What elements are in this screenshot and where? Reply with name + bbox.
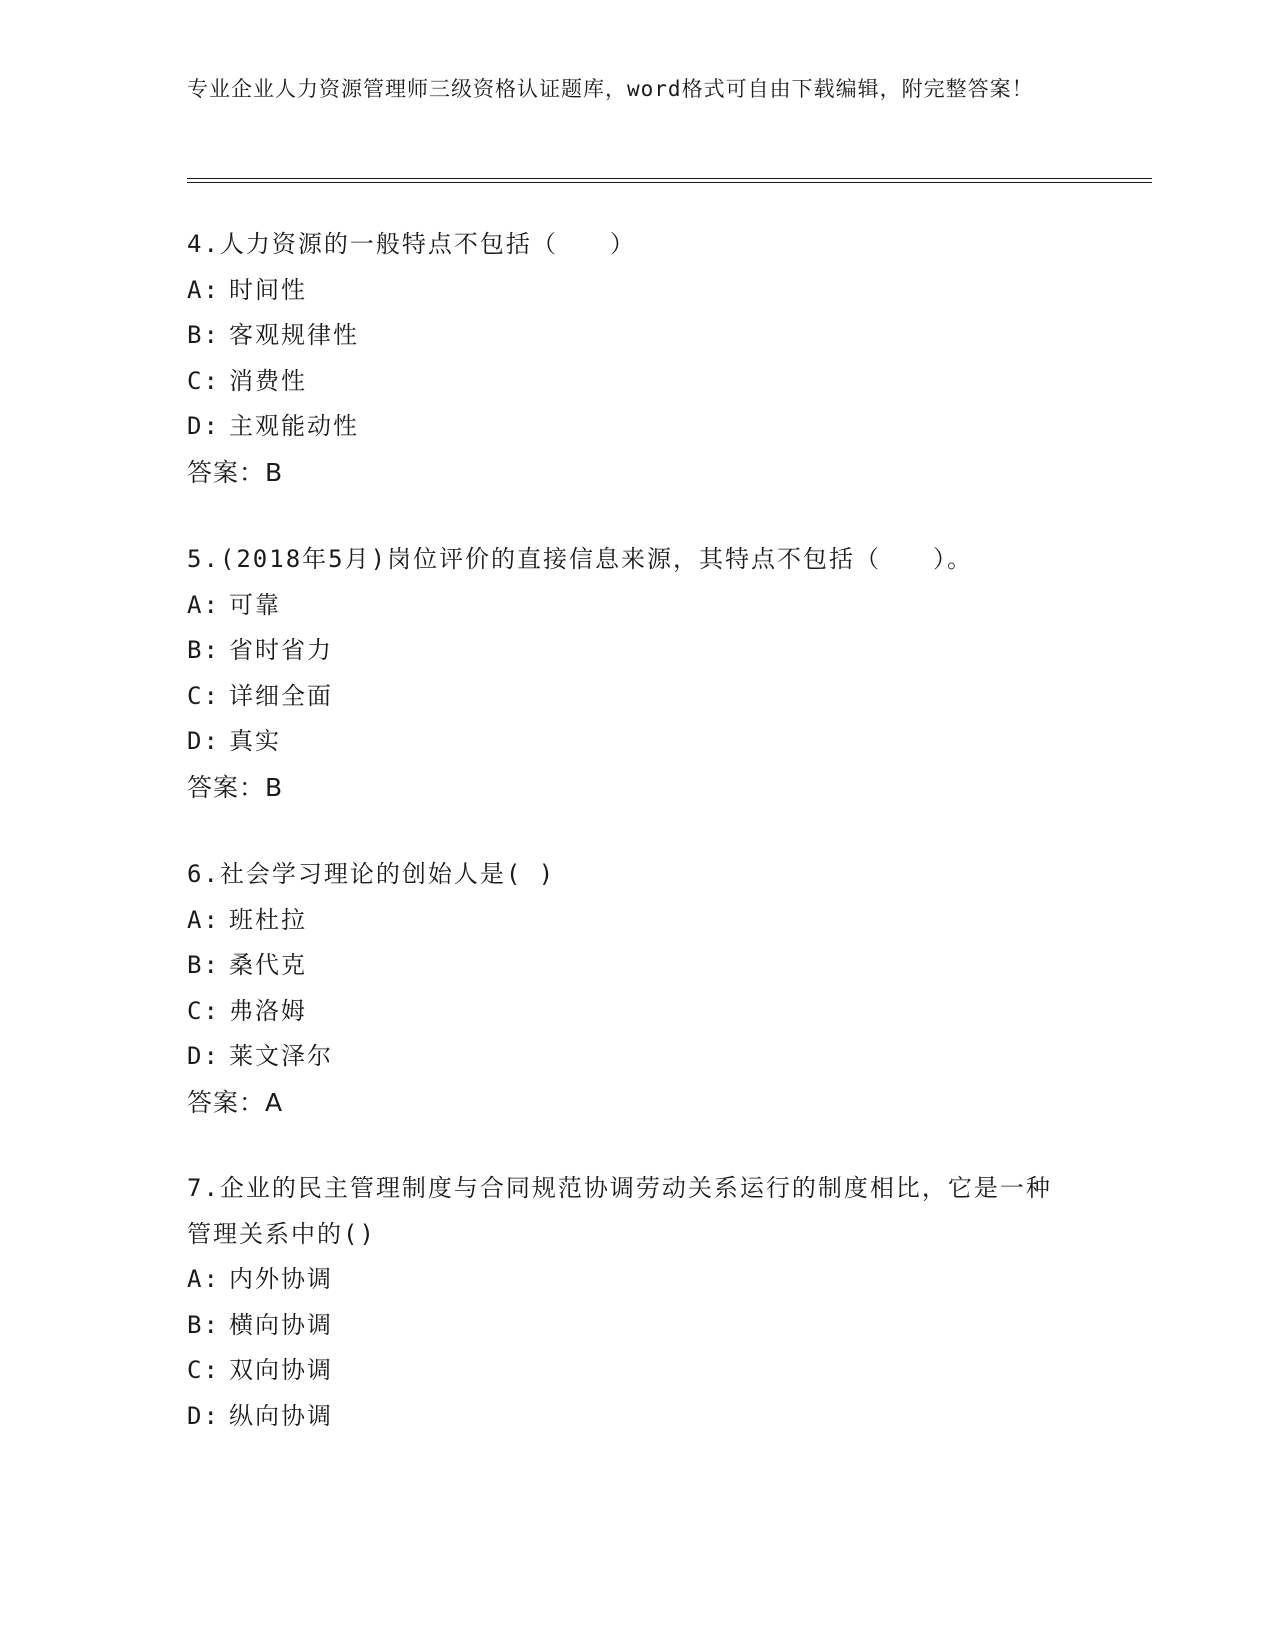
option-letter: A:	[187, 905, 220, 934]
option-text: 主观能动性	[229, 412, 359, 440]
option-a	[187, 268, 1067, 314]
option-b	[187, 1303, 1067, 1349]
option-d	[187, 1034, 1067, 1080]
option-c	[187, 359, 1067, 405]
header-divider	[187, 178, 1152, 183]
option-d	[187, 1394, 1067, 1440]
option-text: 莱文泽尔	[229, 1042, 333, 1070]
answer-line: 答案：A	[187, 1087, 284, 1117]
option-text: 真实	[229, 727, 281, 755]
option-letter: A:	[187, 1265, 220, 1293]
answer-line: 答案：B	[187, 457, 284, 487]
option-letter: A:	[187, 275, 220, 304]
option-letter: C:	[187, 1356, 220, 1384]
option-letter: D:	[187, 727, 220, 755]
question-block	[187, 537, 1067, 810]
option-text: 内外协调	[229, 1265, 333, 1293]
option-text: 时间性	[229, 275, 307, 304]
option-letter: B:	[187, 1310, 220, 1339]
option-a	[187, 898, 1067, 944]
option-text: 客观规律性	[229, 321, 359, 349]
option-b	[187, 628, 1067, 674]
question-stem: 5.(2018年5月)岗位评价的直接信息来源，其特点不包括（ ）。	[187, 545, 974, 573]
question-block	[187, 852, 1067, 1125]
option-text: 桑代克	[229, 951, 307, 979]
option-d	[187, 719, 1067, 765]
option-b	[187, 313, 1067, 359]
option-c	[187, 1348, 1067, 1394]
option-letter: C:	[187, 996, 220, 1025]
option-letter: D:	[187, 412, 220, 440]
option-a	[187, 1257, 1067, 1303]
option-text: 消费性	[229, 366, 307, 395]
option-letter: B:	[187, 636, 220, 664]
question-stem: 7.企业的民主管理制度与合同规范协调劳动关系运行的制度相比，它是一种管理关系中的()	[187, 1174, 1052, 1248]
option-a	[187, 583, 1067, 629]
option-text: 详细全面	[229, 681, 333, 710]
option-text: 弗洛姆	[229, 996, 307, 1025]
option-letter: C:	[187, 681, 220, 710]
option-letter: D:	[187, 1042, 220, 1070]
option-text: 双向协调	[229, 1356, 333, 1384]
answer-line: 答案：B	[187, 772, 284, 802]
option-b	[187, 943, 1067, 989]
option-letter: B:	[187, 951, 220, 979]
question-block	[187, 1166, 1067, 1439]
option-c	[187, 674, 1067, 720]
question-stem: 6.社会学习理论的创始人是( )	[187, 860, 556, 888]
option-text: 班杜拉	[229, 905, 307, 934]
document-header: 专业企业人力资源管理师三级资格认证题库，word格式可自由下载编辑，附完整答案！	[187, 77, 1034, 101]
option-letter: A:	[187, 590, 220, 619]
option-text: 可靠	[229, 590, 281, 619]
option-c	[187, 989, 1067, 1035]
option-letter: B:	[187, 321, 220, 349]
question-block	[187, 222, 1067, 495]
option-letter: D:	[187, 1401, 220, 1430]
option-text: 横向协调	[229, 1310, 333, 1339]
option-d	[187, 404, 1067, 450]
option-letter: C:	[187, 366, 220, 395]
option-text: 纵向协调	[229, 1401, 333, 1430]
question-stem: 4.人力资源的一般特点不包括（ ）	[187, 230, 636, 258]
option-text: 省时省力	[229, 636, 333, 664]
